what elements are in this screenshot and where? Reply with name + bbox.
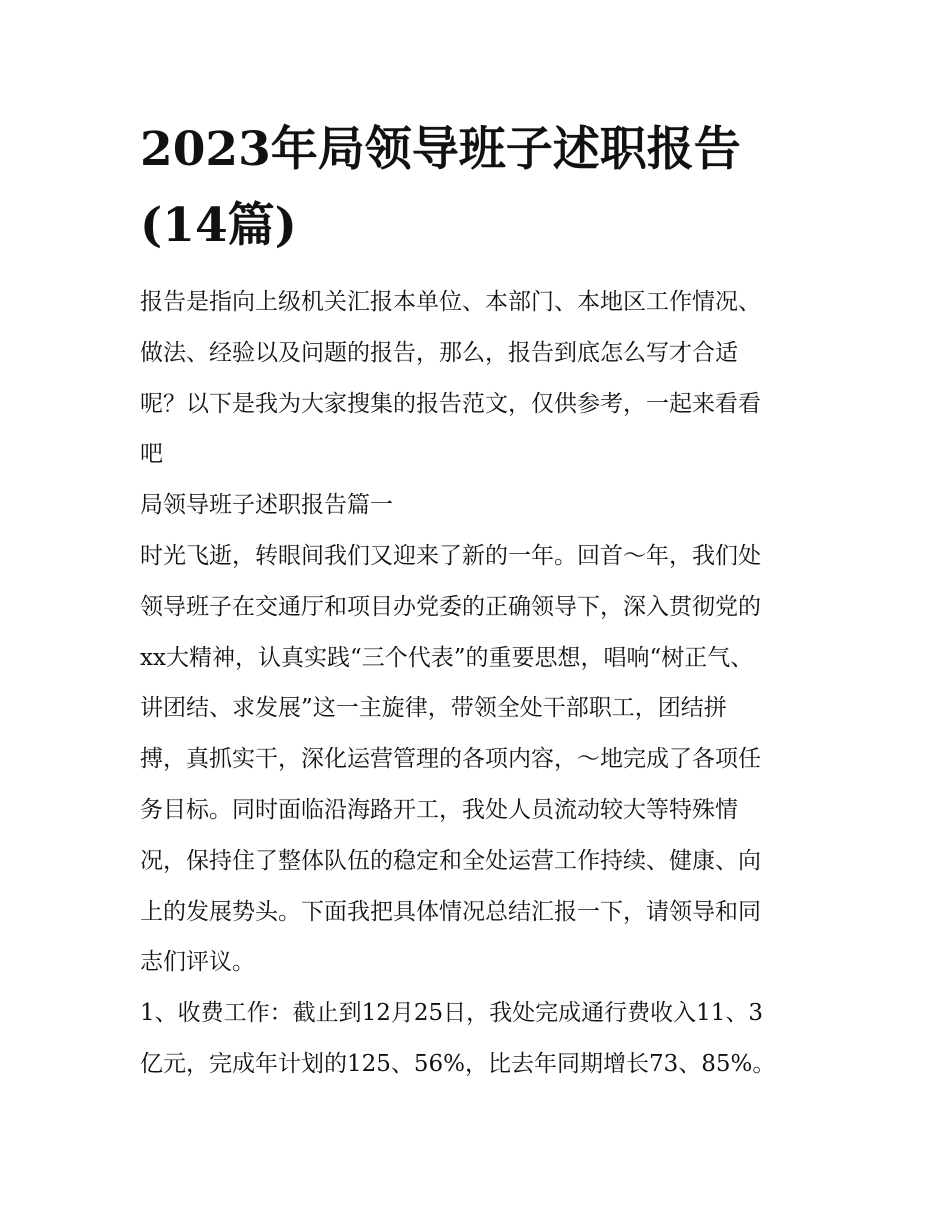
text-line: 上的发展势头。下面我把具体情况总结汇报一下，请领导和同 bbox=[140, 898, 761, 925]
text-line: 讲团结、求发展”这一主旋律，带领全处干部职工，团结拼 bbox=[140, 695, 727, 722]
document-title bbox=[140, 112, 815, 264]
text-line: 领导班子在交通厅和项目办党委的正确领导下，深入贯彻党的 bbox=[140, 593, 761, 620]
title-line: 2023年局领导班子述职报告 bbox=[140, 122, 741, 177]
text-line: 呢？以下是我为大家搜集的报告范文，仅供参考，一起来看看 bbox=[140, 390, 761, 417]
text-line: 报告是指向上级机关汇报本单位、本部门、本地区工作情况、 bbox=[140, 289, 761, 315]
text-line: 搏，真抓实干，深化运营管理的各项内容，～地完成了各项任 bbox=[140, 746, 761, 773]
document-content bbox=[140, 112, 815, 1090]
text-line: 局领导班子述职报告篇一 bbox=[140, 492, 393, 519]
body-paragraph bbox=[140, 531, 815, 988]
text-line: 亿元，完成年计划的125、56%，比去年同期增长73、85%。 bbox=[140, 1050, 776, 1077]
section-heading bbox=[140, 480, 815, 531]
text-line: 志们评议。 bbox=[140, 949, 255, 976]
text-line: 做法、经验以及问题的报告，那么，报告到底怎么写才合适 bbox=[140, 339, 738, 366]
text-line: 1、收费工作：截止到12月25日，我处完成通行费收入11、3 bbox=[140, 1000, 764, 1027]
text-line: 况，保持住了整体队伍的稳定和全处运营工作持续、健康、向 bbox=[140, 847, 761, 874]
text-line: xx大精神，认真实践“三个代表”的重要思想，唱响“树正气、 bbox=[140, 644, 754, 671]
body-paragraph bbox=[140, 988, 815, 1090]
document-body bbox=[140, 277, 815, 1090]
intro-paragraph bbox=[140, 277, 815, 480]
title-line: (14篇) bbox=[140, 198, 297, 253]
text-line: 务目标。同时面临沿海路开工，我处人员流动较大等特殊情 bbox=[140, 796, 738, 823]
text-line: 吧 bbox=[140, 441, 163, 468]
text-line: 时光飞逝，转眼间我们又迎来了新的一年。回首～年，我们处 bbox=[140, 542, 761, 569]
